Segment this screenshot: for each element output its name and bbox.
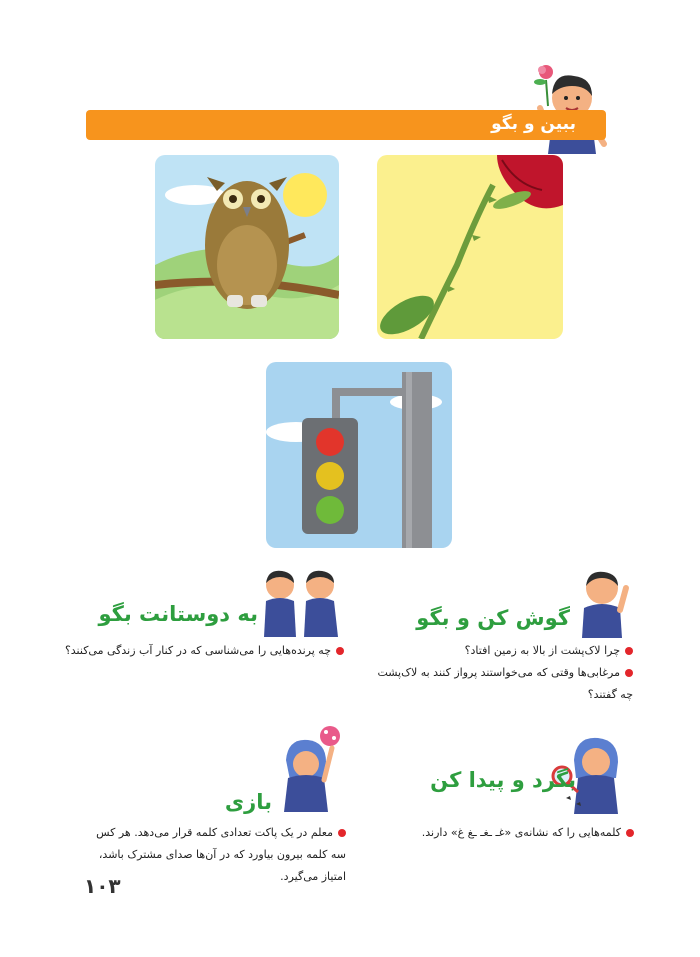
- section-title-search-find: بگرد و پیدا کن: [430, 768, 576, 792]
- list-item: چرا لاک‌پشت از بالا به زمین افتاد؟: [363, 640, 633, 662]
- bullet-icon: [625, 647, 633, 655]
- kids-talking-illustration: [258, 565, 348, 637]
- girl-with-ball-illustration: [278, 720, 348, 812]
- section-banner: [86, 110, 606, 140]
- bullet-icon: [626, 829, 634, 837]
- bullet-icon: [336, 647, 344, 655]
- bullet-icon: [338, 829, 346, 837]
- banner-title: ببین و بگو: [491, 114, 576, 134]
- list-item: مرغابی‌ها وقتی که می‌خواستند پرواز کنند به لاک‌پشت چه گفتند؟: [377, 666, 633, 701]
- list-item: معلم در یک پاکت تعدادی کلمه قرار می‌دهد. هر کس سه کلمه بیرون بیاورد که در آن‌ها صدای مشترک باشد، امتیاز می‌گیرد.: [96, 826, 346, 883]
- owl-picture: [155, 155, 339, 339]
- rose-picture: [377, 155, 563, 339]
- section-title-listen-say: گوش کن و بگو: [416, 606, 570, 630]
- traffic-light-picture: [266, 362, 452, 548]
- list-item: چه پرنده‌هایی را می‌شناسی که در کنار آب زندگی می‌کنند؟: [54, 640, 344, 662]
- boy-listening-illustration: [572, 566, 632, 638]
- section-title-tell-friends: به دوستانت بگو: [98, 602, 258, 626]
- bullet-icon: [625, 669, 633, 677]
- list-item: کلمه‌هایی را که نشانه‌ی «غـ ـغـ ـغ غ» دارند.: [374, 822, 634, 844]
- page-number: ۱۰۳: [84, 874, 121, 898]
- section-title-game: بازی: [224, 790, 272, 814]
